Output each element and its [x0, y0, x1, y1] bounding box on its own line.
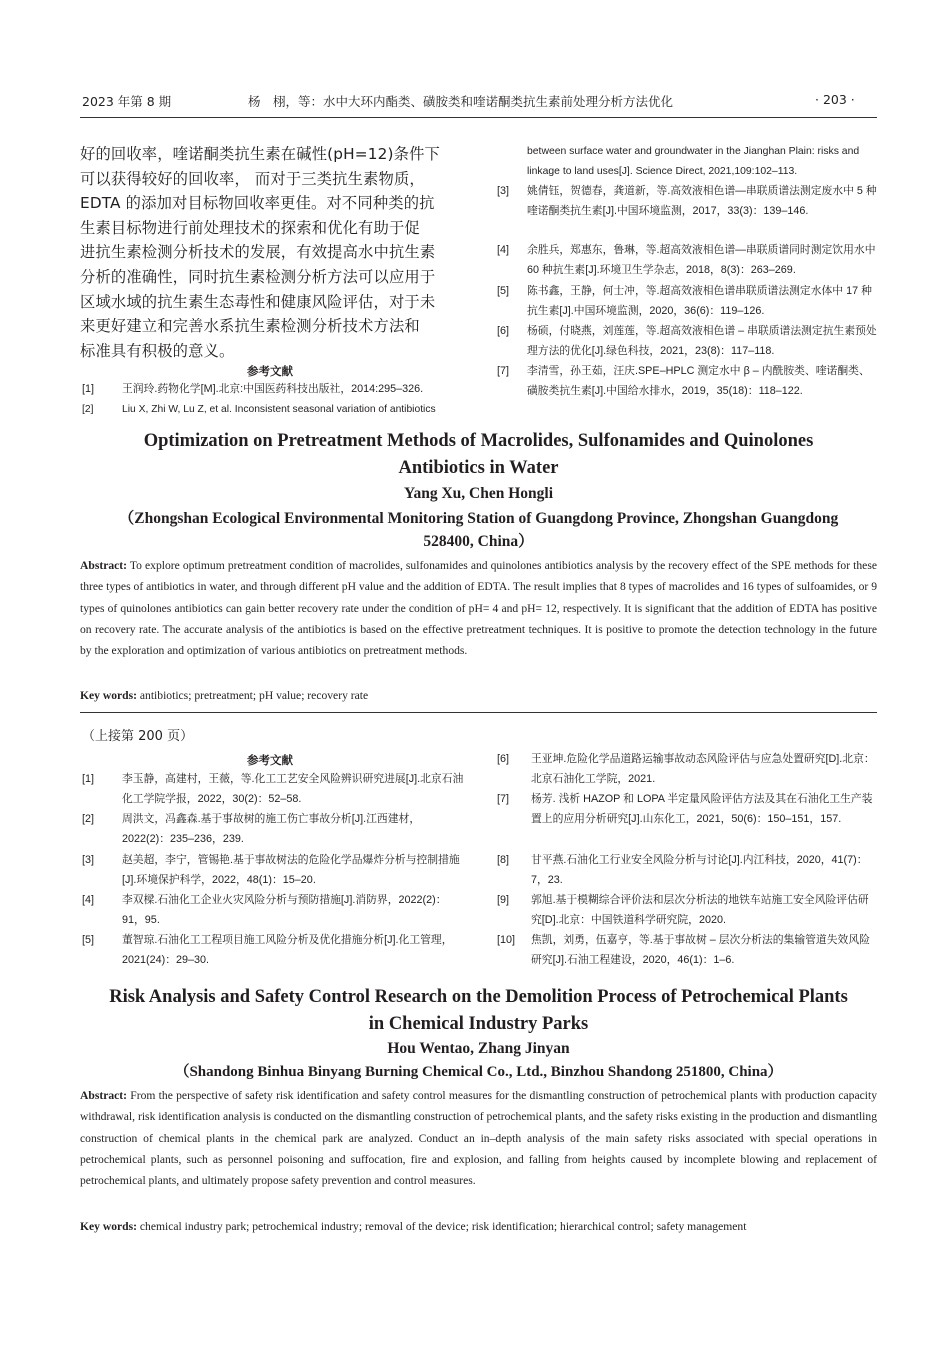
reference-text: 甘平燕.石油化工行业安全风险分析与讨论[J].内江科技，2020，41(7)：7，23.	[531, 854, 868, 886]
authors: Hou Wentao, Zhang Jinyan	[387, 1040, 570, 1057]
reference-item	[82, 380, 462, 400]
reference-text: 周洪文，冯鑫森.基于事故树的施工伤亡事故分析[J].江西建材，2022(2)：235–236，239.	[122, 813, 421, 845]
reference-item	[497, 790, 879, 830]
reference-item	[497, 241, 879, 281]
reference-text: 王亚坤.危险化学品道路运输事故动态风险评估与应急处置研究[D].北京：北京石油化工学院，2021.	[531, 753, 875, 785]
reference-number: [2]	[82, 813, 95, 825]
references-heading: 参考文献	[247, 753, 293, 767]
journal-issue: 2023 年第 8 期	[82, 94, 172, 109]
reference-item	[497, 322, 879, 362]
abstract	[80, 1085, 877, 1191]
body-line: EDTA 的添加对目标物回收率更佳。对不同种类的抗	[80, 194, 435, 213]
reference-number: [3]	[82, 854, 95, 866]
reference-number: [7]	[497, 793, 510, 805]
keywords-text: chemical industry park; petrochemical industry; removal of the device; risk identification; hierarchical control; safety management	[137, 1220, 747, 1233]
reference-number: [5]	[82, 934, 95, 946]
abstract-label: Abstract:	[80, 1089, 128, 1102]
section-divider	[80, 712, 877, 713]
english-title-line: in Chemical Industry Parks	[368, 1014, 589, 1034]
reference-number: [4]	[497, 244, 510, 256]
abstract-label: Abstract:	[80, 559, 128, 572]
reference-item	[497, 182, 879, 222]
keywords-label: Key words:	[80, 689, 137, 702]
english-title-line: Antibiotics in Water	[398, 458, 559, 478]
abstract	[80, 555, 877, 661]
keywords-text: antibiotics; pretreatment; pH value; recovery rate	[137, 689, 369, 702]
reference-item	[82, 891, 466, 931]
body-line: 进抗生素检测分析技术的发展，有效提高水中抗生素	[80, 243, 436, 262]
affiliation-line: 528400, China）	[423, 533, 534, 550]
reference-number: [9]	[497, 894, 510, 906]
reference-text: 王润玲.药物化学[M].北京:中国医药科技出版社，2014:295–326.	[122, 383, 424, 395]
reference-number: [4]	[82, 894, 95, 906]
reference-number: [8]	[497, 854, 510, 866]
body-line: 好的回收率，喹诺酮类抗生素在碱性(pH=12)条件下	[80, 145, 440, 163]
body-line: 分析的准确性，同时抗生素检测分析方法可以应用于	[80, 267, 436, 286]
reference-number: [2]	[82, 404, 94, 415]
reference-text: 李玉静，高建村，王薇，等.化工工艺安全风险辨识研究进展[J].北京石油化工学院学报，2022，30(2)：52–58.	[122, 773, 464, 805]
authors: Yang Xu, Chen Hongli	[403, 485, 553, 502]
affiliation-line: （Zhongshan Ecological Environmental Monitoring Station of Guangdong Province, Zhongshan Guangdong	[118, 510, 839, 527]
reference-text: 郭旭.基于模糊综合评价法和层次分析法的地铁车站施工安全风险评估研究[D].北京：中国铁道科学研究院，2020.	[531, 894, 869, 926]
reference-number: [1]	[82, 383, 95, 395]
reference-text: 余胜兵，郑惠东，鲁琳，等.超高效液相色谱—串联质谱同时测定饮用水中 60 种抗生素[J].环境卫生学杂志，2018，8(3)：263–269.	[527, 244, 876, 276]
body-line: 可以获得较好的回收率， 而对于三类抗生素物质，	[80, 169, 425, 188]
keywords	[80, 1216, 877, 1237]
reference-text: Liu X, Zhi W, Lu Z, et al. Inconsistent seasonal variation of antibiotics	[122, 404, 436, 415]
reference-text: 李双樑.石油化工企业火灾风险分析与预防措施[J].消防界，2022(2)：91，95.	[122, 894, 447, 926]
reference-item	[497, 750, 879, 790]
reference-item	[82, 851, 466, 891]
english-title-line: Optimization on Pretreatment Methods of Macrolides, Sulfonamides and Quinolones	[143, 431, 814, 451]
english-title-line: Risk Analysis and Safety Control Research on the Demolition Process of Petrochemical Plants	[109, 987, 848, 1007]
reference-number: [3]	[497, 185, 510, 197]
reference-item	[497, 891, 879, 931]
reference-text: 董智琼.石油化工工程项目施工风险分析及优化措施分析[J].化工管理，2021(24)：29–30.	[122, 934, 453, 966]
reference-item	[82, 931, 466, 971]
page-number: · 203 ·	[815, 92, 855, 107]
reference-continuation: between surface water and groundwater in the Jianghan Plain: risks and linkage to land uses[J]. Science Direct, 2021,109:102–113.	[527, 146, 860, 177]
reference-text: 李清雪，孙王茹，汪庆.SPE–HPLC 测定水中 β – 内酰胺类、喹诺酮类、磺胺类抗生素[J].中国给水排水，2019，35(18)：118–122.	[527, 365, 870, 397]
body-line: 标准具有积极的意义。	[80, 341, 235, 360]
reference-text: 姚倩钰，贺德春，龚道新，等.高效液相色谱—串联质谱法测定废水中 5 种喹诺酮类抗生素[J].中国环境监测，2017，33(3)：139–146.	[527, 185, 877, 217]
article1-body	[80, 142, 465, 363]
abstract-text: From the perspective of safety risk identification and safety control measures for the dismantling construction of petrochemical plants with production capacity withdrawal, risk identification analysis is conducted on the dismantling construction of petrochemical plants, and the safety risks existing in the production and dismantling construction of chemical plants in the chemical park are analyzed. Conduct an in–depth analysis of the main safety risks associated with special operations in petrochemical plants, such as personnel poisoning and suffocation, fire and explosion, and falling from heights caused by incomplete blowing and replacement of petrochemical plants, and ultimately propose safety prevention and control measures.	[80, 1089, 877, 1188]
reference-number: [6]	[497, 753, 510, 765]
reference-item	[497, 931, 879, 971]
reference-text: 杨硕，付晓燕，刘莲莲，等.超高效液相色谱 – 串联质谱法测定抗生素预处理方法的优化[J].绿色科技，2021，23(8)：117–118.	[527, 325, 877, 357]
body-line: 生素目标物进行前处理技术的探索和优化有助于促	[80, 218, 420, 237]
reference-item	[497, 282, 879, 322]
body-line: 来更好建立和完善水系抗生素检测分析技术方法和	[80, 317, 420, 336]
reference-item	[497, 362, 879, 402]
keywords	[80, 685, 877, 706]
reference-item	[82, 810, 466, 850]
reference-item	[82, 400, 467, 420]
reference-number: [10]	[497, 934, 516, 946]
header-rule	[80, 117, 877, 118]
reference-text: 陈书鑫，王静，何士冲，等.超高效液相色谱串联质谱法测定水体中 17 种抗生素[J].中国环境监测，2020，36(6)：119–126.	[527, 285, 872, 317]
reference-item	[82, 770, 466, 810]
reference-text: 焦凯，刘勇，伍嘉亨，等.基于事故树 – 层次分析法的集输管道失效风险研究[J].石油工程建设，2020，46(1)：1–6.	[531, 934, 870, 966]
reference-text: 杨芳. 浅析 HAZOP 和 LOPA 半定量风险评估方法及其在石油化工生产装置上的应用分析研究[J].山东化工，2021，50(6)：150–151，157.	[531, 793, 873, 825]
reference-number: [6]	[497, 325, 510, 337]
reference-number: [7]	[497, 365, 510, 377]
references-heading: 参考文献	[247, 364, 293, 378]
reference-item	[497, 851, 879, 891]
abstract-text: To explore optimum pretreatment condition of macrolides, sulfonamides and quinolones antibiotics analysis by the recovery effect of the SPE methods for these three types of antibiotics in water, and through different pH value and the addition of EDTA. The result implies that 8 types of macrolides and 16 types of sulfoamides, or 9 types of quinolones antibiotics can gain better recovery rate under the condition of pH= 4 and pH= 12, respectively. It is significant that the addition of EDTA has positive on recovery rate. The accurate analysis of the antibiotics is based on the effective pretreatment techniques. It is positive to promote the detection technology in the future by the exploration and optimization of various antibiotics on pretreatment methods.	[80, 559, 877, 658]
reference-text: 赵美超，李宁，管锡艳.基于事故树法的危险化学品爆炸分析与控制措施[J].环境保护科学，2022，48(1)：15–20.	[122, 854, 460, 886]
affiliation-line: （Shandong Binhua Binyang Burning Chemical Co., Ltd., Binzhou Shandong 251800, China）	[174, 1064, 783, 1080]
running-title: 杨 栩，等：水中大环内酯类、磺胺类和喹诺酮类抗生素前处理分析方法优化	[248, 94, 674, 109]
body-line: 区域水域的抗生素生态毒性和健康风险评估，对于未	[80, 292, 436, 311]
reference-number: [1]	[82, 773, 95, 785]
reference-number: [5]	[497, 285, 510, 297]
continued-from-note: （上接第 200 页）	[82, 729, 194, 744]
keywords-label: Key words:	[80, 1220, 137, 1233]
